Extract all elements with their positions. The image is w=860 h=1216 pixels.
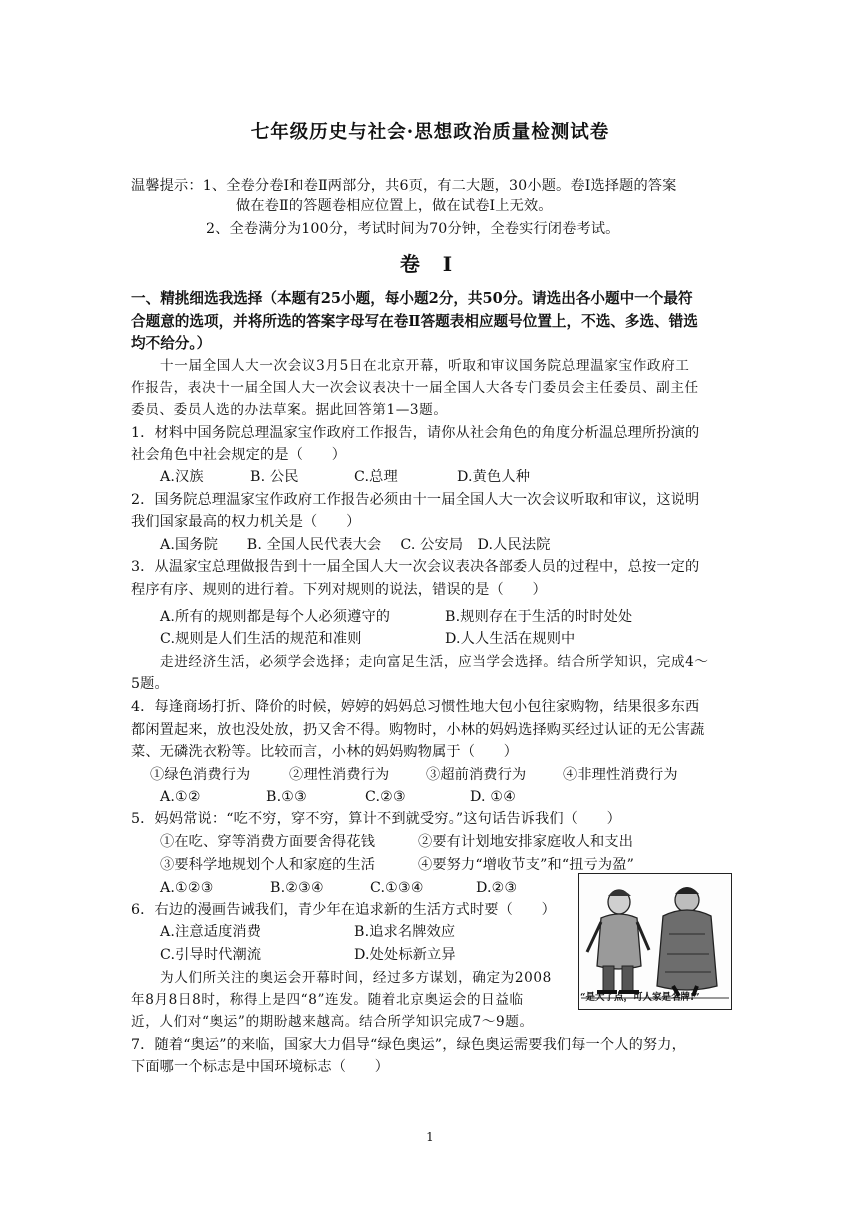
q1-option-a: A.汉族 <box>160 469 204 485</box>
q2-line-1: 2．国务院总理温家宝作政府工作报告必须由十一届全国人大一次会议听取和审议，这说明 <box>131 492 700 508</box>
q7-line-2: 下面哪一个标志是中国环境标志（ ） <box>131 1059 390 1075</box>
q3-option-b: B.规则存在于生活的时时处处 <box>445 609 633 625</box>
q5-option-c: C.①③④ <box>370 880 424 896</box>
q7-line-1: 7．随着“奥运”的来临，国家大力倡导“绿色奥运”，绿色奥运需要我们每一个人的努力， <box>131 1037 686 1053</box>
q4-statement-1: ①绿色消费行为 <box>150 767 251 783</box>
q4-statement-2: ②理性消费行为 <box>289 767 390 783</box>
material3-line-1: 为人们所关注的奥运会开幕时间，经过多方谋划，确定为2008 <box>160 970 552 986</box>
q4-statement-3: ③超前消费行为 <box>426 767 527 783</box>
q2-line-2: 我们国家最高的权力机关是（ ） <box>131 514 361 530</box>
material1-line-1: 十一届全国人大一次会议3月5日在北京开幕，听取和审议国务院总理温家宝作政府工 <box>160 358 690 374</box>
q6-line-1: 6．右边的漫画告诫我们，青少年在追求新的生活方式时要（ ） <box>131 902 556 918</box>
q5-option-a: A.①②③ <box>160 880 214 896</box>
material2-line-1: 走进经济生活，必须学会选择；走向富足生活，应当学会选择。结合所学知识，完成4～ <box>160 654 709 670</box>
q5-statement-2: ②要有计划地安排家庭收人和支出 <box>418 834 634 850</box>
q3-option-d: D.人人生活在规则中 <box>445 631 576 647</box>
section1-line-3: 均不给分。） <box>131 335 212 352</box>
q5-option-b: B.②③④ <box>270 880 324 896</box>
q4-line-2: 都闲置起来，放也没处放，扔又舍不得。购物时，小林的妈妈选择购买经过认证的无公害蔬 <box>131 722 705 738</box>
q6-option-d: D.处处标新立异 <box>354 947 456 963</box>
q6-option-a: A.注意适度消费 <box>160 924 262 940</box>
cartoon-caption: “是大了点，可人家是名牌!” <box>580 992 700 1003</box>
tips-line-2: 做在卷Ⅱ的答题卷相应位置上，做在试卷Ⅰ上无效。 <box>236 198 553 214</box>
q3-option-c: C.规则是人们生活的规范和准则 <box>160 631 362 647</box>
page-title: 七年级历史与社会·思想政治质量检测试卷 <box>250 122 610 143</box>
material2-line-2: 5题。 <box>131 676 169 692</box>
q4-line-1: 4．每逢商场打折、降价的时候，婷婷的妈妈总习惯性地大包小包往家购物，结果很多东西 <box>131 699 700 715</box>
q2-options: A.国务院 B. 全国人民代表大会 C. 公安局 D.人民法院 <box>160 537 551 553</box>
material1-line-3: 委员、委员人选的办法草案。据此回答第1—3题。 <box>131 402 448 418</box>
q5-line-1: 5．妈妈常说：“吃不穷，穿不穷，算计不到就受穷。”这句话告诉我们（ ） <box>131 811 622 827</box>
q5-option-d: D.②③ <box>476 880 518 896</box>
section1-line-2: 合题意的选项，并将所选的答案字母写在卷Ⅱ答题表相应题号位置上，不选、多选、错选 <box>131 313 698 330</box>
q1-line-1: 1．材料中国务院总理温家宝作政府工作报告，请你从社会角色的角度分析温总理所扮演的 <box>131 425 700 441</box>
volume-title: 卷 Ⅰ <box>399 252 461 276</box>
q1-option-b: B. 公民 <box>250 469 299 485</box>
q1-option-d: D.黄色人种 <box>457 469 531 485</box>
q5-statement-4: ④要努力“增收节支”和“扭亏为盈” <box>418 857 635 873</box>
q3-line-1: 3．从温家宝总理做报告到十一届全国人大一次会议表决各部委人员的过程中，总按一定的 <box>131 559 700 575</box>
page-number: 1 <box>426 1130 434 1144</box>
material3-line-2: 年8月8日8时，称得上是四“8”连发。随着北京奥运会的日益临 <box>131 992 524 1008</box>
tips-line-3: 2、全卷满分为100分，考试时间为70分钟，全卷实行闭卷考试。 <box>206 221 620 237</box>
q4-line-3: 菜、无磷洗衣粉等。比较而言，小林的妈妈购物属于（ ） <box>131 744 519 760</box>
q4-option-c: C.②③ <box>365 789 406 805</box>
q1-line-2: 社会角色中社会规定的是（ ） <box>131 447 347 463</box>
q6-option-c: C.引导时代潮流 <box>160 947 262 963</box>
q4-statement-4: ④非理性消费行为 <box>563 767 678 783</box>
q1-option-c: C.总理 <box>354 469 398 485</box>
material3-line-3: 近，人们对“奥运”的期盼越来越高。结合所学知识完成7～9题。 <box>131 1014 534 1030</box>
q4-option-d: D. ①④ <box>470 789 517 805</box>
q3-option-a: A.所有的规则都是每个人必须遵守的 <box>160 609 391 625</box>
q3-line-2: 程序有序、规则的进行着。下列对规则的说法，错误的是（ ） <box>131 582 547 598</box>
section1-line-1: 一、精挑细选我选择（本题有25小题，每小题2分，共50分。请选出各小题中一个最符 <box>131 290 693 307</box>
q6-option-b: B.追求名牌效应 <box>354 924 456 940</box>
q4-option-a: A.①② <box>160 789 201 805</box>
q5-statement-3: ③要科学地规划个人和家庭的生活 <box>160 857 376 873</box>
q4-option-b: B.①③ <box>266 789 307 805</box>
q5-statement-1: ①在吃、穿等消费方面要舍得花钱 <box>160 834 376 850</box>
tips-line-1: 温馨提示：1、全卷分卷Ⅰ和卷Ⅱ两部分，共6页，有二大题，30小题。卷Ⅰ选择题的答案 <box>131 178 677 194</box>
material1-line-2: 作报告，表决十一届全国人大一次会议表决十一届全国人大各专门委员会主任委员、副主任 <box>131 380 699 396</box>
